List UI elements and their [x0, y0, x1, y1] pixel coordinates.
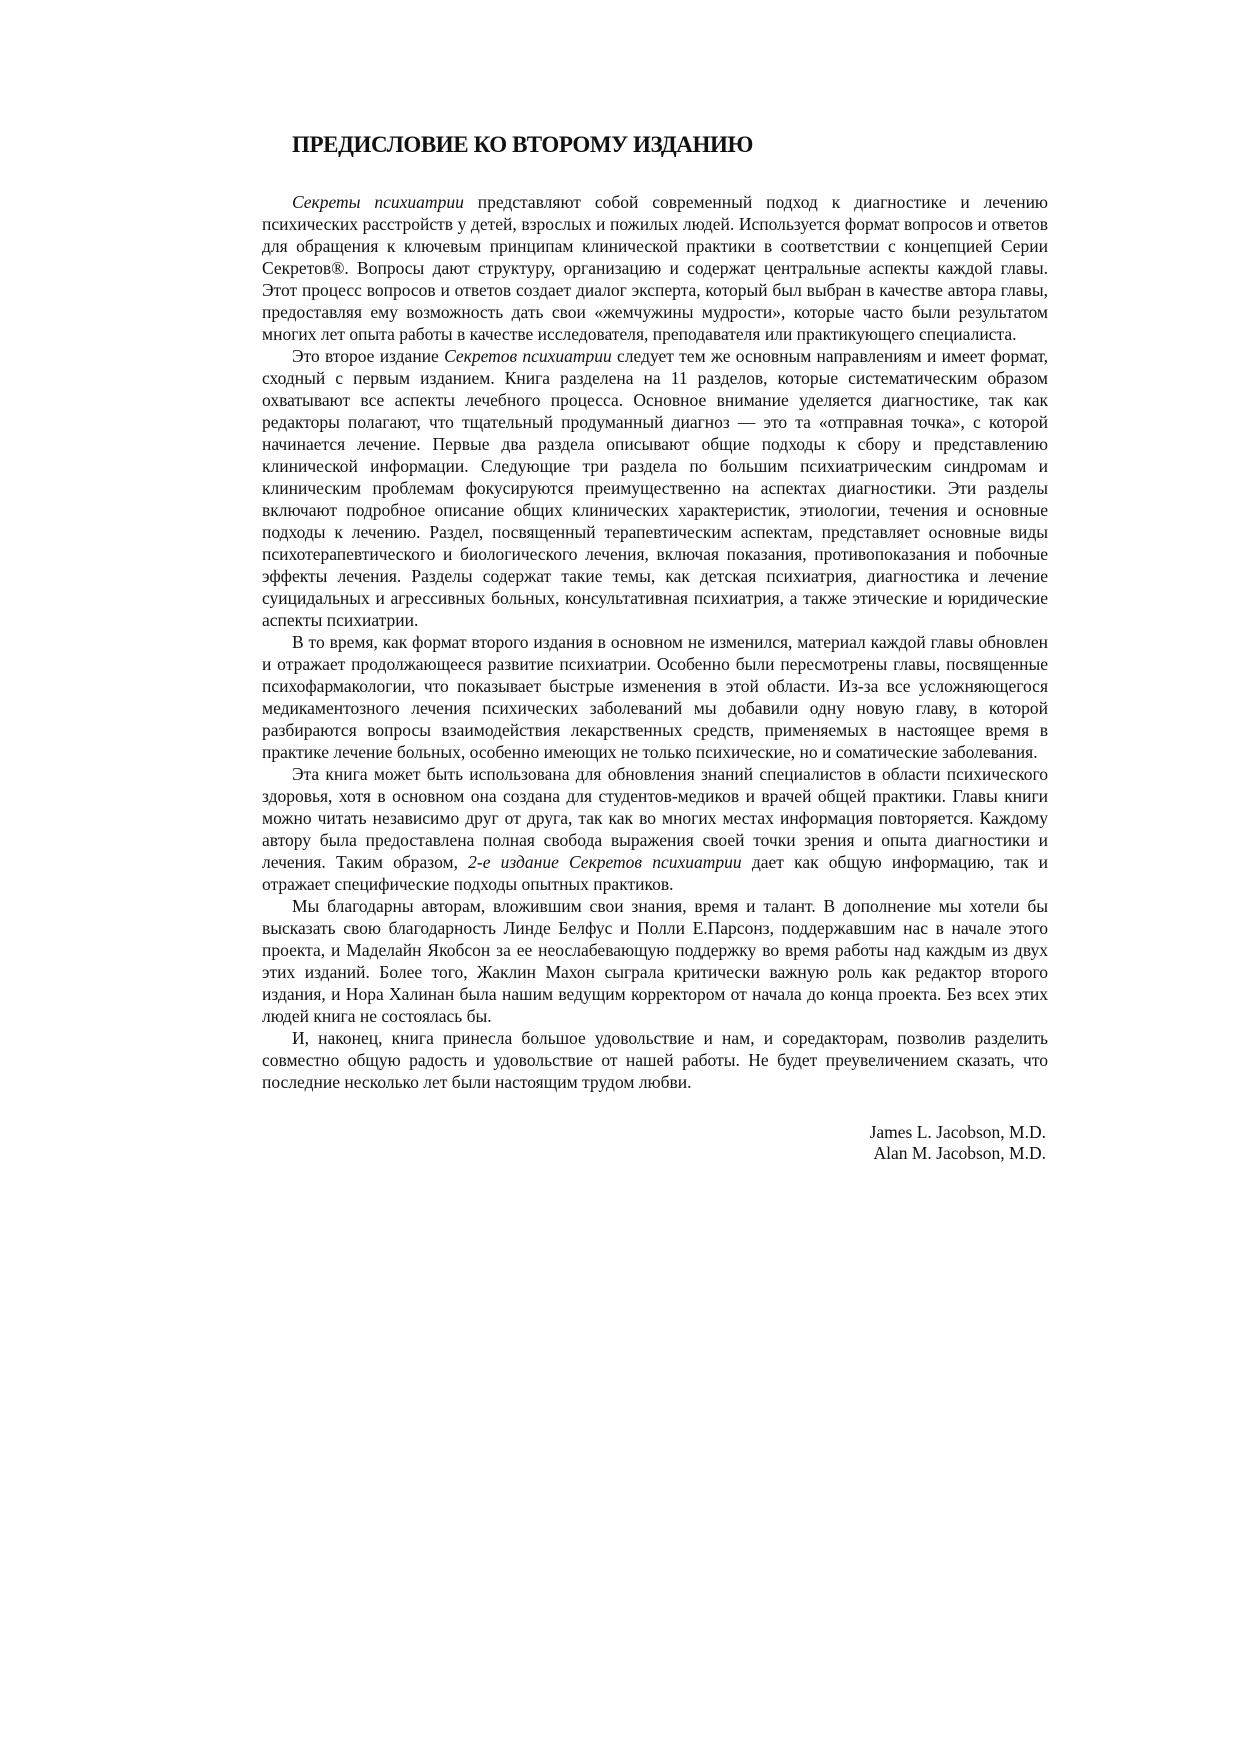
paragraph-5-text: Мы благодарны авторам, вложившим свои знания, время и талант. В дополнение мы хотели бы высказать свою благодарность Линде Белфус и Полли Е.Парсонз, поддержавшим нас в начале этого проекта, и Маделайн Якобсон за ее неослабевающую поддержку во время работы над каждым из двух этих изданий. Более того, Жаклин Махон сыграла критически важную роль как редактор второго издания, и Нора Халинан была нашим ведущим корректором от начала до конца проекта. Без всех этих людей книга не состоялась бы. [262, 896, 1048, 1026]
edition-title-italic: 2-е издание Секретов психиатрии [468, 852, 742, 872]
paragraph-2-before: Это второе издание [292, 346, 445, 366]
paragraph-2-after: следует тем же основным направлениям и имеет формат, сходный с первым изданием. Книга разделена на 11 разделов, которые систематическим образом охватывают все аспекты лечебного процесса. Основное внимание уделяется диагностике, так как редакторы полагают, что тщательный продуманный диагноз — это та «отправная точка», с которой начинается лечение. Первые два раздела описывают общие подходы к сбору и представлению клинической информации. Следующие три раздела по большим психиатрическим синдромам и клиническим проблемам фокусируются преимущественно на аспектах диагностики. Эти разделы включают подробное описание общих клинических характеристик, этиологии, течения и основные подходы к лечению. Раздел, посвященный терапевтическим аспектам, представляет основные виды психотерапевтического и биологического лечения, включая показания, противопоказания и побочные эффекты лечения. Разделы содержат такие темы, как детская психиатрия, диагностика и лечение суицидальных и агрессивных больных, консультативная психиатрия, а также этические и юридические аспекты психиатрии. [262, 346, 1048, 630]
paragraph-4-before: Эта книга может быть использована для обновления знаний специалистов в области психического здоровья, хотя в основном она создана для студентов-медиков и врачей общей практики. Главы книги можно читать независимо друг от друга, так как во многих местах информация повторяется. Каждому автору была предоставлена полная свобода выражения своей точки зрения и опыта диагностики и лечения. Таким образом, [262, 764, 1048, 872]
paragraph-6 [262, 1027, 1048, 1093]
page-title: ПРЕДИСЛОВИЕ КО ВТОРОМУ ИЗДАНИЮ [292, 132, 753, 157]
paragraph-2 [262, 345, 1048, 631]
paragraph-4-after: дает как общую информацию, так и отражает специфические подходы опытных практиков. [262, 852, 1048, 894]
paragraph-5 [262, 895, 1048, 1027]
book-title-italic: Секретов психиатрии [444, 346, 612, 366]
document-page [262, 130, 1048, 1164]
paragraph-1-text: представляют собой современный подход к диагностике и лечению психических расстройств у детей, взрослых и пожилых людей. Используется формат вопросов и ответов для обращения к ключевым принципам клинической практики в соответствии с концепцией Серии Секретов®. Вопросы дают структуру, организацию и содержат центральные аспекты каждой главы. Этот процесс вопросов и ответов создает диалог эксперта, который был выбран в качестве автора главы, предоставляя ему возможность дать свои «жемчужины мудрости», которые часто были результатом многих лет опыта работы в качестве исследователя, преподавателя или практикующего специалиста. [262, 192, 1049, 344]
signature-block [262, 1122, 1048, 1164]
book-title-italic: Секреты психиатрии [292, 192, 464, 212]
paragraph-4 [262, 763, 1048, 895]
paragraph-6-text: И, наконец, книга принесла большое удовольствие и нам, и соредакторам, позволив разделить совместно общую радость и удовольствие от нашей работы. Не будет преувеличением сказать, что последние несколько лет были настоящим трудом любви. [262, 1028, 1048, 1092]
paragraph-1 [262, 191, 1048, 345]
paragraph-3 [262, 631, 1048, 763]
paragraph-3-text: В то время, как формат второго издания в основном не изменился, материал каждой главы обновлен и отражает продолжающееся развитие психиатрии. Особенно были пересмотрены главы, посвященные психофармакологии, что показывает быстрые изменения в этой области. Из-за все усложняющегося медикаментозного лечения психических заболеваний мы добавили одну новую главу, в которой разбираются вопросы взаимодействия лекарственных средств, применяемых в настоящее время в практике лечение больных, особенно имеющих не только психические, но и соматические заболевания. [262, 632, 1048, 762]
signature-line: James L. Jacobson, M.D. [869, 1122, 1046, 1142]
signature-line: Alan M. Jacobson, M.D. [873, 1143, 1046, 1163]
